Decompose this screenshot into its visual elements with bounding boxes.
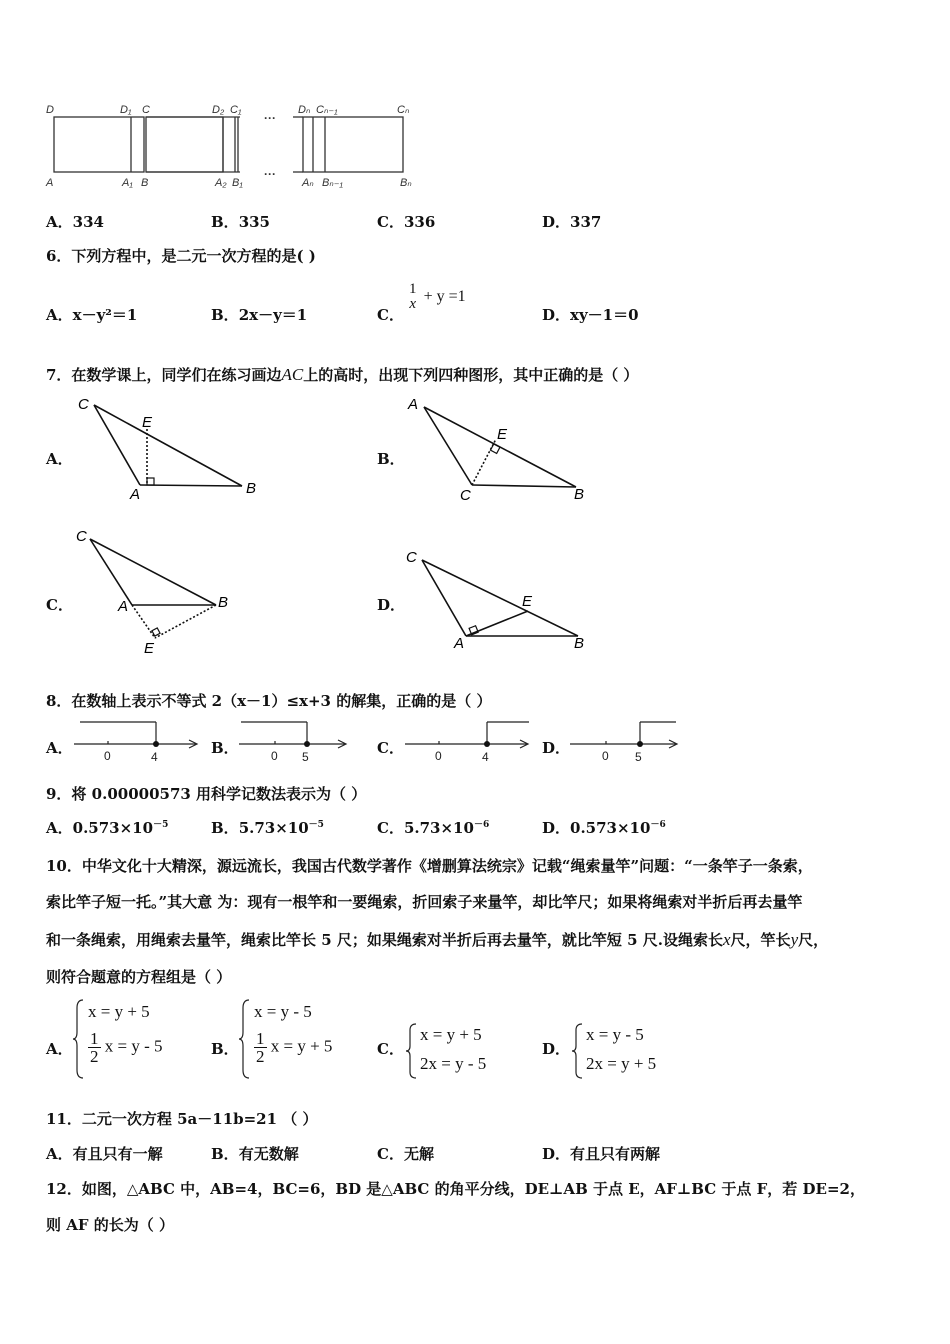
eq2-rest: x = y - 5: [104, 1036, 163, 1056]
q9-option-c[interactable]: [377, 817, 489, 838]
lbl-C1: C₁: [230, 104, 242, 116]
fig-b-C: C: [460, 487, 471, 503]
brace-icon: [72, 998, 86, 1080]
rect-2: [146, 117, 223, 172]
q8-numberline-a: [70, 717, 210, 767]
option-letter: A．: [46, 306, 73, 324]
lbl-Cn: Cₙ: [397, 104, 410, 116]
option-letter: B．: [211, 1145, 239, 1163]
q11-stem: 11．二元一次方程 5a－11b=21 （ ）: [46, 1110, 318, 1128]
fig-d-C: C: [406, 549, 417, 566]
line3-pre: 和一条绳索，用绳索去量竿，绳索比竿长 5 尺；如果绳索对半折后再去量竿，就比竿短 5 尺.设绳索长: [46, 931, 723, 949]
option-letter: D．: [542, 213, 571, 231]
brace-icon: [238, 998, 252, 1080]
option-mantissa: 0.573×10: [72, 819, 154, 837]
q10-option-b[interactable]: B．: [211, 1040, 239, 1058]
fig-c-C: C: [76, 528, 87, 545]
lbl-D: D: [46, 104, 54, 116]
q10-line-2: 索比竿子短一托。”其大意 为：现有一根竿和一要绳索，折回索子来量竿，却比竿尺；如果将绳索对半折后再去量竿: [46, 893, 803, 911]
option-text: 有且只有两解: [570, 1145, 661, 1163]
q5-option-d[interactable]: [542, 211, 601, 232]
option-letter: B．: [211, 306, 239, 324]
option-letter: A．: [46, 1145, 73, 1163]
q12-line-1: 12．如图，△ABC 中，AB=4，BC=6，BD 是△ABC 的角平分线，DE⊥AB 于点 E，AF⊥BC 于点 F，若 DE=2，: [46, 1180, 865, 1198]
frac-den: 2: [90, 1047, 99, 1066]
brace-icon: [571, 1022, 585, 1080]
expr-rest: + y =1: [423, 288, 466, 305]
q10-c-eq2: 2x = y - 5: [420, 1054, 487, 1073]
rect-n: [303, 117, 403, 172]
lbl-An: Aₙ: [302, 177, 314, 189]
q5-option-c[interactable]: [377, 211, 435, 232]
option-letter: B．: [211, 213, 239, 231]
fig-b-A: A: [408, 396, 419, 413]
q9-option-a[interactable]: [46, 817, 168, 838]
q9-option-d[interactable]: [542, 817, 666, 838]
q11-option-d[interactable]: [542, 1143, 660, 1164]
lbl-B: B: [141, 177, 149, 189]
q7-figure-d: [400, 540, 600, 655]
q7-figure-b: [400, 393, 600, 503]
fig-c-E: E: [144, 640, 155, 655]
option-text: 337: [570, 213, 602, 231]
fig-c-A: A: [118, 598, 129, 615]
lbl-Bn-1: Bₙ₋₁: [322, 177, 344, 189]
q7-figure-c: [70, 525, 250, 655]
brace-icon: [405, 1022, 419, 1080]
q6-option-b[interactable]: [211, 304, 307, 325]
q6-option-c[interactable]: [377, 304, 404, 325]
stem-post: 上的高时，出现下列四种图形，其中正确的是（ ）: [303, 366, 639, 384]
mark-label: 5: [302, 750, 309, 764]
frac-num: 1: [90, 1029, 99, 1048]
option-letter: C．: [377, 306, 404, 324]
q6-stem: 6．下列方程中，是二元一次方程的是( ): [46, 247, 316, 265]
option-letter: D．: [542, 819, 571, 837]
fig-a-B: B: [246, 480, 257, 497]
option-mantissa: 0.573×10: [570, 819, 651, 837]
q7-figure-a: [70, 393, 270, 503]
option-letter: D．: [542, 1145, 571, 1163]
lbl-D2: D₂: [212, 104, 225, 116]
q10-option-c[interactable]: C．: [377, 1040, 404, 1058]
frac-num: 1: [256, 1029, 265, 1048]
zero-label: 0: [602, 749, 609, 763]
stem-var: AC: [281, 365, 304, 384]
q5-rectangles-figure: [40, 98, 430, 194]
q7-option-c[interactable]: C．: [46, 596, 73, 614]
q8-option-b[interactable]: B．: [211, 739, 239, 757]
option-text: 335: [238, 213, 270, 231]
q10-line-1: 10．中华文化十大精深，源远流长，我国古代数学著作《增删算法统宗》记载“绳索量竿”问题：“一条竿子一条索，: [46, 857, 813, 875]
q10-d-eq2: 2x = y + 5: [586, 1054, 657, 1073]
lbl-Bn: Bₙ: [400, 177, 412, 189]
zero-label: 0: [271, 749, 278, 763]
option-mantissa: 5.73×10: [238, 819, 309, 837]
q11-option-b[interactable]: [211, 1143, 299, 1164]
option-text: 有无数解: [238, 1145, 299, 1163]
option-exponent: －6: [473, 820, 490, 830]
q10-a-eq1: x = y + 5: [88, 1002, 150, 1021]
lbl-D1: D₁: [120, 104, 132, 116]
q8-option-c[interactable]: C．: [377, 739, 404, 757]
mark-label: 4: [482, 750, 489, 764]
q12-line-2: 则 AF 的长为（ ）: [46, 1216, 174, 1234]
lbl-Dn: Dₙ: [298, 104, 311, 116]
option-text: 2x－y＝1: [238, 306, 308, 324]
q8-numberline-d: [566, 717, 706, 767]
option-text: 无解: [403, 1145, 434, 1163]
option-text: 334: [72, 213, 104, 231]
q7-option-d[interactable]: D．: [377, 596, 406, 614]
lbl-A: A: [46, 177, 54, 189]
q5-option-a[interactable]: [46, 211, 104, 232]
q7-stem: [46, 364, 638, 385]
zero-label: 0: [104, 749, 111, 763]
line3-mid: 尺，竿长: [730, 931, 791, 949]
lbl-C: C: [142, 104, 150, 116]
q9-stem: 9．将 0.00000573 用科学记数法表示为（ ）: [46, 785, 367, 803]
q10-d-eq1: x = y - 5: [586, 1025, 644, 1044]
fig-b-B: B: [574, 486, 585, 503]
fig-a-E: E: [142, 414, 153, 431]
mark-label: 4: [151, 750, 158, 764]
q9-option-b[interactable]: [211, 817, 324, 838]
q10-line-4: 则符合题意的方程组是（ ）: [46, 968, 232, 986]
lbl-A2: A₂: [215, 177, 227, 189]
fig-d-A: A: [454, 635, 465, 652]
q8-numberline-b: [235, 717, 375, 767]
fig-d-E: E: [522, 593, 533, 610]
var-x: x: [723, 930, 731, 949]
q8-stem: 8．在数轴上表示不等式 2（x－1）≤x+3 的解集，正确的是（ ）: [46, 692, 492, 710]
q8-numberline-c: [401, 717, 541, 767]
q5-option-b[interactable]: [211, 211, 270, 232]
ellipsis-top: ···: [264, 111, 276, 125]
fig-a-C: C: [78, 396, 89, 413]
eq2-rest: x = y + 5: [270, 1036, 333, 1056]
q6-option-d[interactable]: [542, 304, 639, 325]
q8-option-d[interactable]: D．: [542, 739, 571, 757]
fig-a-A: A: [130, 486, 141, 503]
q7-option-b[interactable]: B．: [377, 450, 405, 468]
q10-option-a[interactable]: A．: [46, 1040, 73, 1058]
ellipsis-bottom: ···: [264, 167, 276, 181]
option-letter: A．: [46, 213, 73, 231]
q10-b-eq1: x = y - 5: [254, 1002, 312, 1021]
option-letter: C．: [377, 819, 404, 837]
option-letter: C．: [377, 1145, 404, 1163]
q7-option-a[interactable]: A．: [46, 450, 73, 468]
line3-post: 尺，: [798, 931, 829, 949]
q6-option-c-expr: [407, 282, 466, 312]
q11-option-a[interactable]: [46, 1143, 163, 1164]
frac-num: 1: [409, 281, 417, 297]
option-text: 336: [403, 213, 436, 231]
q10-option-d[interactable]: D．: [542, 1040, 571, 1058]
fig-b-E: E: [497, 426, 508, 443]
option-text: x－y²＝1: [72, 306, 138, 324]
option-exponent: －6: [650, 820, 666, 830]
fig-c-B: B: [218, 594, 229, 611]
option-exponent: －5: [308, 820, 324, 830]
q10-c-eq1: x = y + 5: [420, 1025, 482, 1044]
option-text: 有且只有一解: [72, 1145, 163, 1163]
option-exponent: －5: [153, 820, 169, 830]
q11-option-c[interactable]: [377, 1143, 434, 1164]
option-text: xy－1＝0: [570, 306, 639, 324]
lbl-Cn-1: Cₙ₋₁: [316, 104, 338, 116]
q10-line-3: [46, 929, 828, 950]
lbl-A1: A₁: [122, 177, 133, 189]
q8-option-a[interactable]: A．: [46, 739, 73, 757]
frac-den: 2: [256, 1047, 265, 1066]
var-y: y: [790, 930, 799, 949]
mark-label: 5: [635, 750, 642, 764]
frac-den: x: [409, 296, 417, 312]
zero-label: 0: [435, 749, 442, 763]
q10-a-eq2: [88, 1030, 163, 1065]
option-letter: B．: [211, 819, 239, 837]
fig-d-B: B: [574, 635, 585, 652]
q10-b-eq2: [254, 1030, 332, 1065]
stem-pre: 7．在数学课上，同学们在练习画边: [46, 366, 282, 384]
q6-option-a[interactable]: [46, 304, 137, 325]
option-letter: C．: [377, 213, 404, 231]
option-mantissa: 5.73×10: [403, 819, 474, 837]
option-letter: A．: [46, 819, 73, 837]
lbl-B1: B₁: [232, 177, 243, 189]
option-letter: D．: [542, 306, 571, 324]
